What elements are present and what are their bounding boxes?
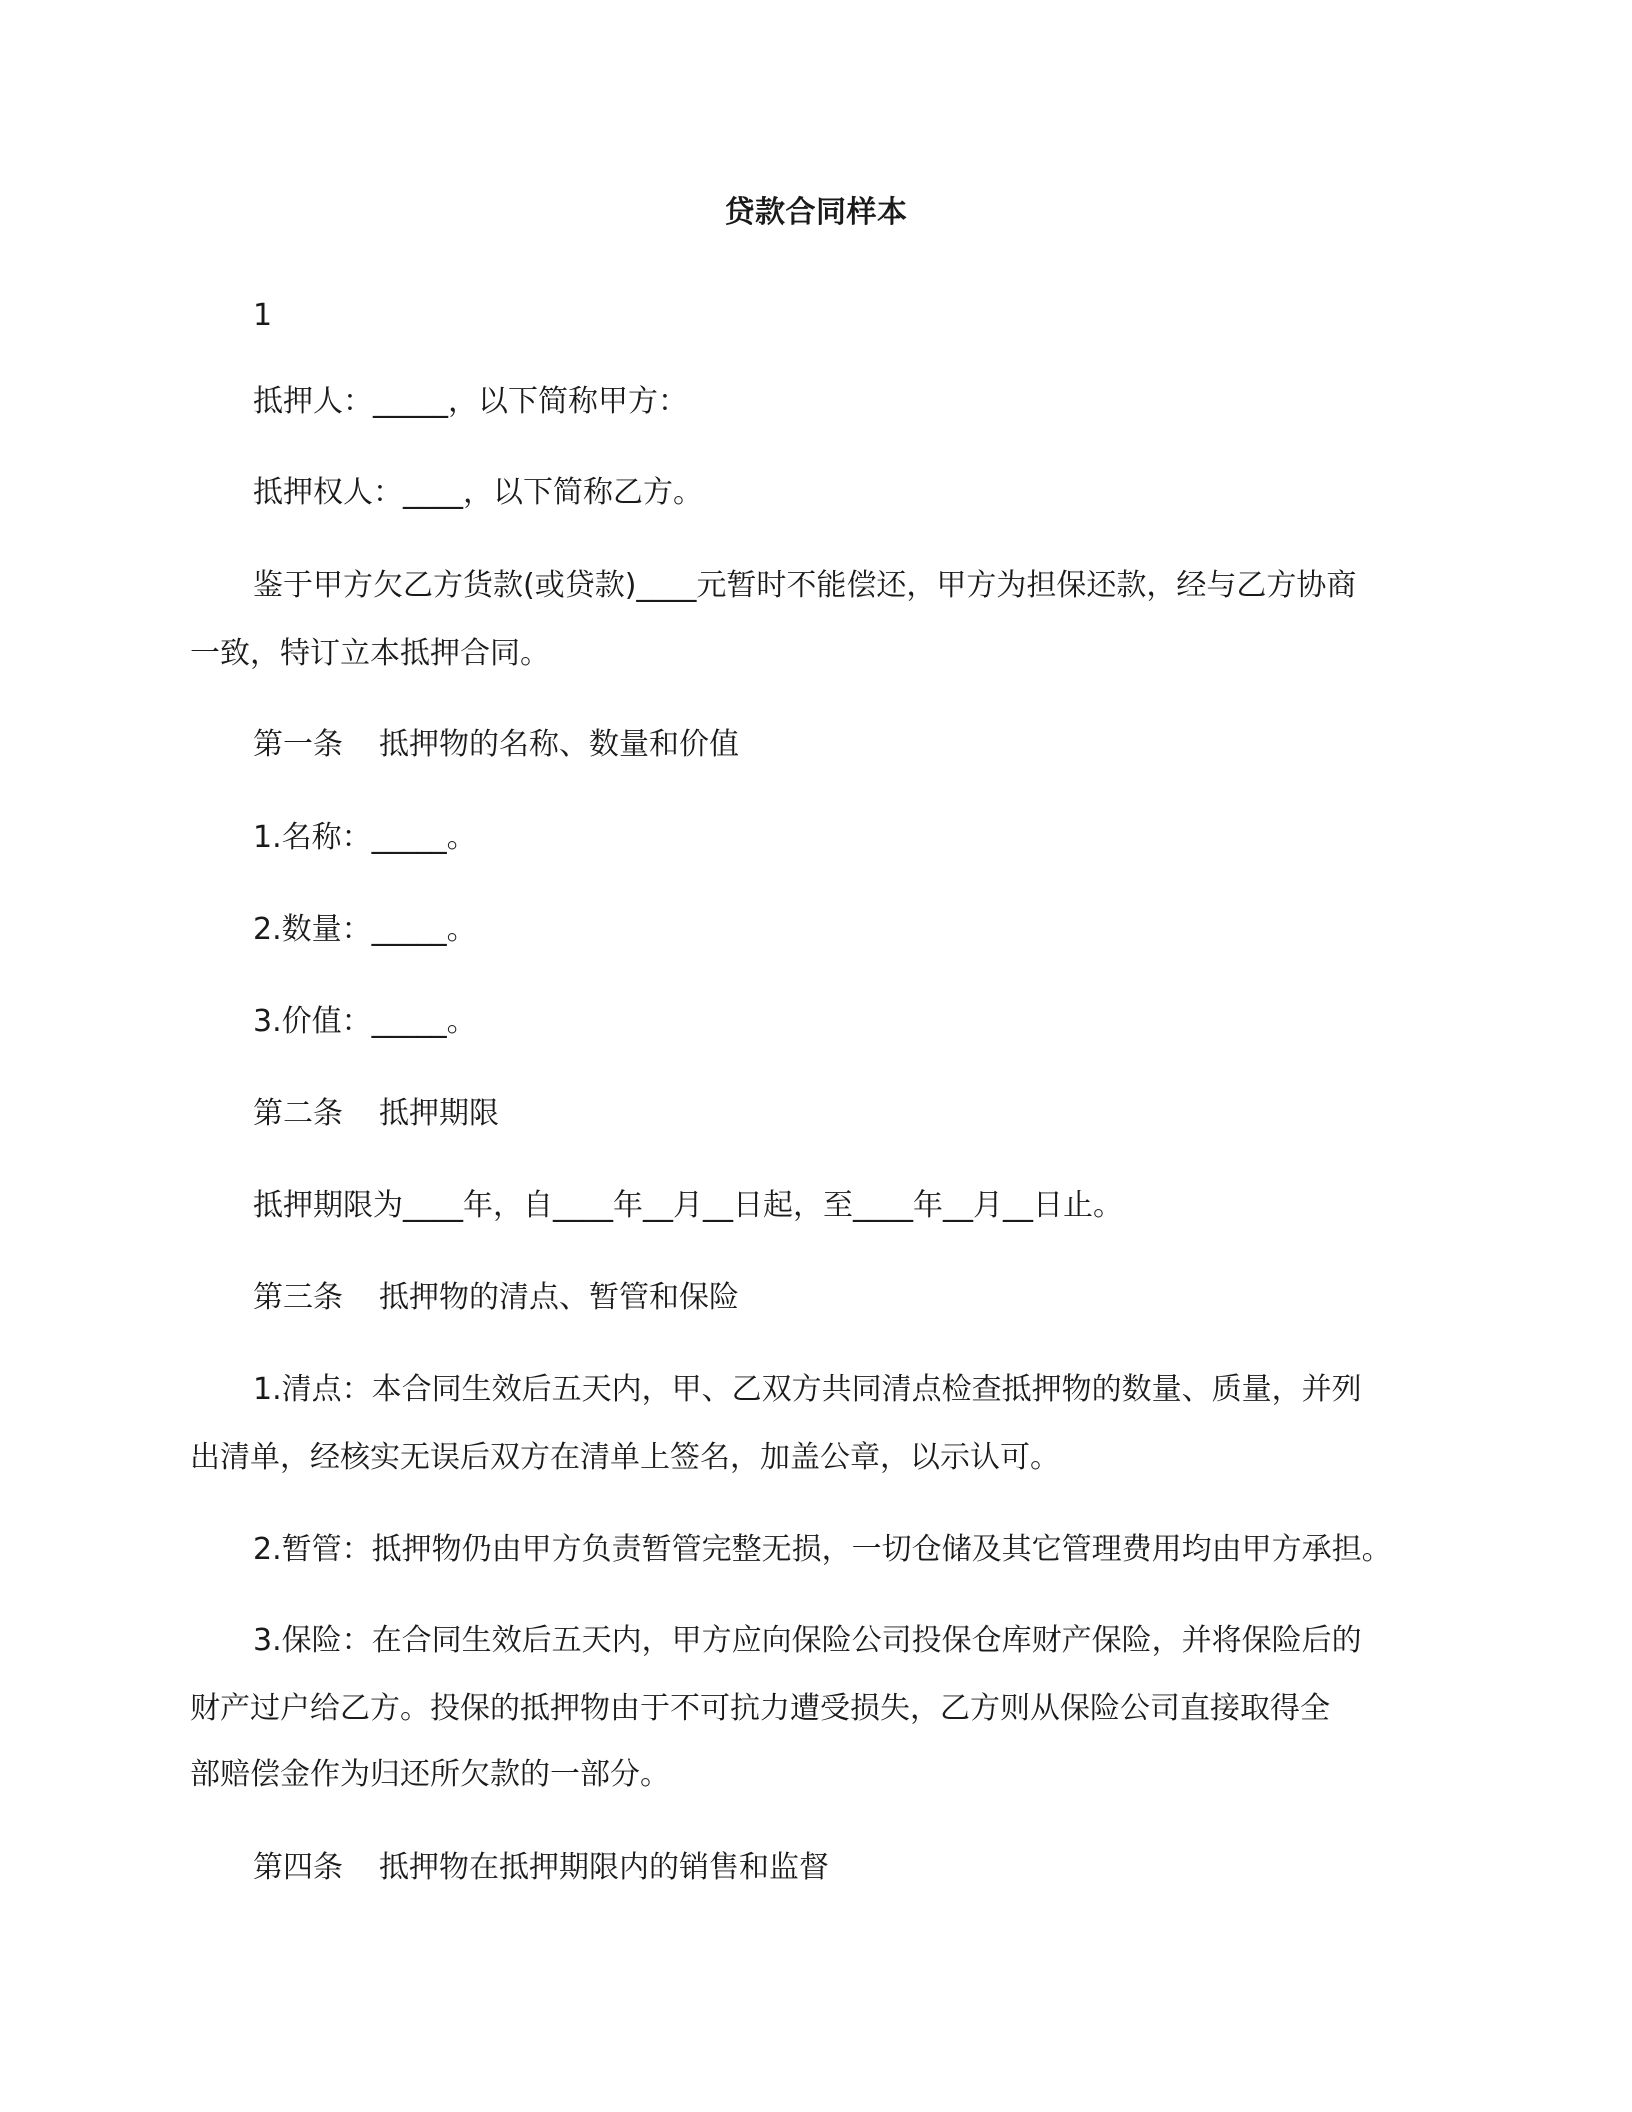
article-3-item-3-line-2: 财产过户给乙方。投保的抵押物由于不可抗力遭受损失，乙方则从保险公司直接取得全: [190, 1691, 1330, 1726]
article-1-item-value: 3.价值：_____。: [253, 1004, 477, 1039]
preamble-line-1: 鉴于甲方欠乙方货款(或贷款)____元暂时不能偿还，甲方为担保还款，经与乙方协商: [253, 568, 1357, 603]
article-3-number: 第三条: [253, 1280, 343, 1315]
article-3-item-3-line-1: 3.保险：在合同生效后五天内，甲方应向保险公司投保仓库财产保险，并将保险后的: [253, 1623, 1362, 1658]
article-1-item-name: 1.名称：_____。: [253, 820, 477, 855]
article-4-heading: [0, 1845, 829, 1891]
article-1-heading: [0, 722, 739, 768]
article-1-item-quantity: 2.数量：_____。: [253, 912, 477, 947]
article-4-number: 第四条: [253, 1850, 343, 1885]
section-number: 1: [253, 298, 273, 333]
article-3-item-3-line-3: 部赔偿金作为归还所欠款的一部分。: [190, 1757, 670, 1792]
mortgagee-line: 抵押权人：____，以下简称乙方。: [253, 475, 703, 510]
article-2-heading: [0, 1091, 499, 1137]
article-2-number: 第二条: [253, 1096, 343, 1131]
document-title: 贷款合同样本: [724, 195, 908, 230]
preamble-line-2: 一致，特订立本抵押合同。: [190, 636, 550, 671]
article-2-text: 抵押期限为____年，自____年__月__日起，至____年__月__日止。: [253, 1188, 1123, 1223]
article-3-item-1-line-1: 1.清点：本合同生效后五天内，甲、乙双方共同清点检查抵押物的数量、质量，并列: [253, 1372, 1362, 1407]
article-4-title: 抵押物在抵押期限内的销售和监督: [379, 1850, 829, 1885]
article-1-title: 抵押物的名称、数量和价值: [379, 727, 739, 762]
article-3-item-2: 2.暂管：抵押物仍由甲方负责暂管完整无损，一切仓储及其它管理费用均由甲方承担。: [253, 1532, 1392, 1567]
article-2-title: 抵押期限: [379, 1096, 499, 1131]
article-3-heading: [0, 1275, 739, 1321]
article-1-number: 第一条: [253, 727, 343, 762]
article-3-title: 抵押物的清点、暂管和保险: [379, 1280, 739, 1315]
article-3-item-1-line-2: 出清单，经核实无误后双方在清单上签名，加盖公章，以示认可。: [190, 1440, 1060, 1475]
mortgagor-line: 抵押人：_____，以下简称甲方：: [253, 384, 688, 419]
